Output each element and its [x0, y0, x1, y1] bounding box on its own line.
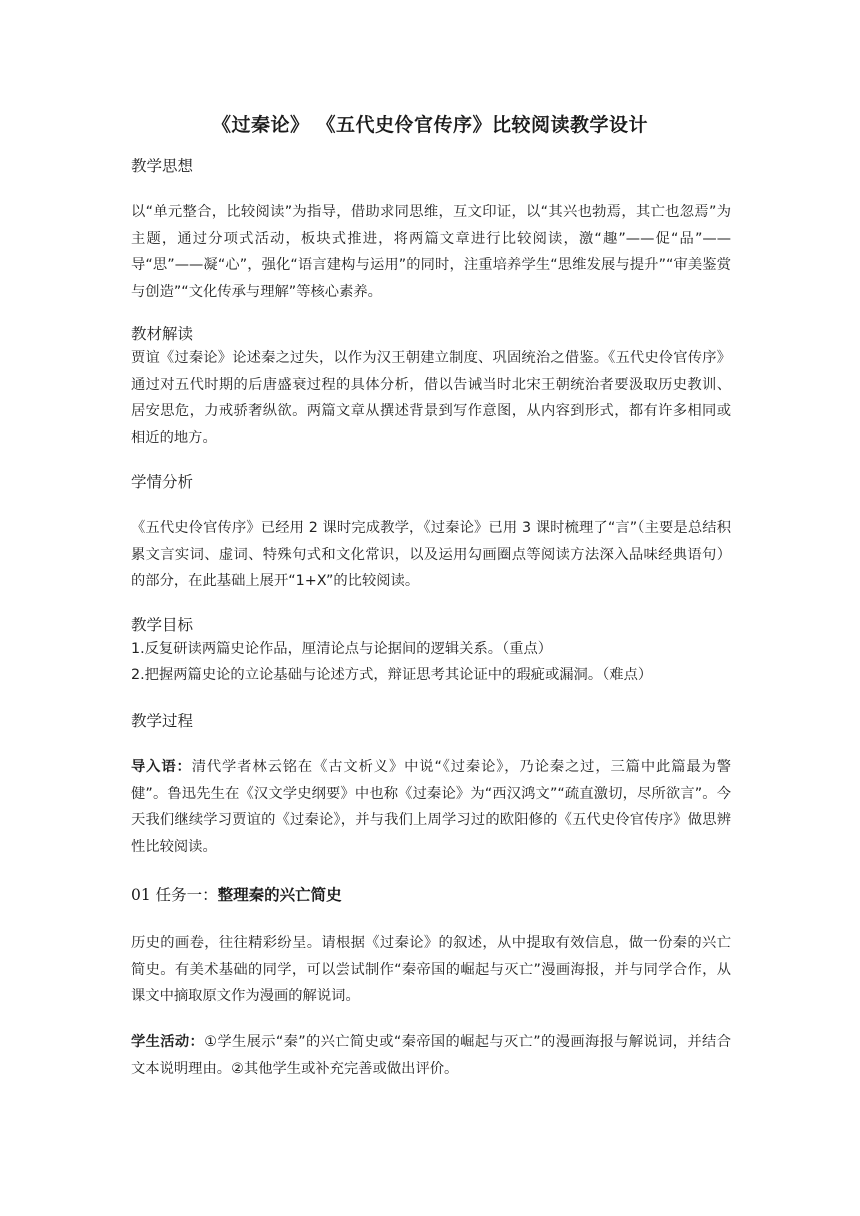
task-1-prefix: 任务一： — [150, 886, 218, 904]
task-1-heading — [131, 883, 342, 905]
teaching-goal-2: 2.把握两篇史论的立论基础与论述方式，辩证思考其论证中的瑕疵或漏洞。（难点） — [131, 667, 653, 683]
document-title: 《过秦论》 《五代史伶官传序》比较阅读教学设计 — [211, 114, 649, 136]
paragraph-intro — [131, 754, 731, 860]
section-heading-student-analysis: 学情分析 — [131, 473, 194, 491]
section-heading-textbook-analysis: 教材解读 — [131, 325, 194, 343]
paragraph-task-1: 历史的画卷，往往精彩纷呈。请根据《过秦论》的叙述，从中提取有效信息，做一份秦的兴亡简史。有美术基础的同学，可以尝试制作“秦帝国的崛起与灭亡”漫画海报，并与同学合作，从课文中摘取原文作为漫画的解说词。 — [131, 935, 731, 1004]
task-1-number: 01 — [131, 886, 151, 904]
section-heading-teaching-philosophy: 教学思想 — [131, 157, 194, 175]
section-heading-teaching-goals: 教学目标 — [131, 616, 194, 634]
task-1-title: 整理秦的兴亡简史 — [217, 886, 342, 904]
section-heading-teaching-process: 教学过程 — [131, 712, 194, 730]
paragraph-teaching-philosophy: 以“单元整合，比较阅读”为指导，借助求同思维，互文印证，以“其兴也勃焉，其亡也忽焉”为主题，通过分项式活动，板块式推进，将两篇文章进行比较阅读，激“趣”——促“品”——导“思”——凝“心”，强化“语言建构与运用”的同时，注重培养学生“思维发展与提升”“审美鉴赏与创造”“文化传承与理解”等核心素养。 — [131, 204, 731, 300]
intro-body: 清代学者林云铭在《古文析义》中说“《过秦论》，乃论秦之过，三篇中此篇最为警健”。鲁迅先生在《汉文学史纲要》中也称《过秦论》为“西汉鸿文”“疏直激切，尽所欲言”。今天我们继续学习贾谊的《过秦论》，并与我们上周学习过的欧阳修的《五代史伶官传序》做思辨性比较阅读。 — [131, 759, 732, 855]
paragraph-student-analysis: 《五代史伶官传序》已经用 2 课时完成教学，《过秦论》已用 3 课时梳理了“言”（主要是总结积累文言实词、虚词、特殊句式和文化常识，以及运用勾画圈点等阅读方法深入品味经典语句）的部分，在此基础上展开“1+X”的比较阅读。 — [131, 520, 731, 589]
paragraph-textbook-analysis: 贾谊《过秦论》论述秦之过失，以作为汉王朝建立制度、巩固统治之借鉴。《五代史伶官传序》通过对五代时期的后唐盛衰过程的具体分析，借以告诫当时北宋王朝统治者要汲取历史教训、居安思危，力戒骄奢纵欲。两篇文章从撰述背景到写作意图，从内容到形式，都有许多相同或相近的地方。 — [131, 350, 731, 446]
paragraph-student-activity — [131, 1029, 731, 1082]
student-activity-body: ①学生展示“秦”的兴亡简史或“秦帝国的崛起与灭亡”的漫画海报与解说词，并结合文本说明理由。②其他学生或补充完善或做出评价。 — [131, 1034, 731, 1077]
teaching-goal-1: 1.反复研读两篇史论作品，厘清论点与论据间的逻辑关系。（重点） — [131, 641, 553, 657]
intro-label: 导入语： — [131, 759, 192, 775]
student-activity-label: 学生活动： — [131, 1034, 205, 1050]
